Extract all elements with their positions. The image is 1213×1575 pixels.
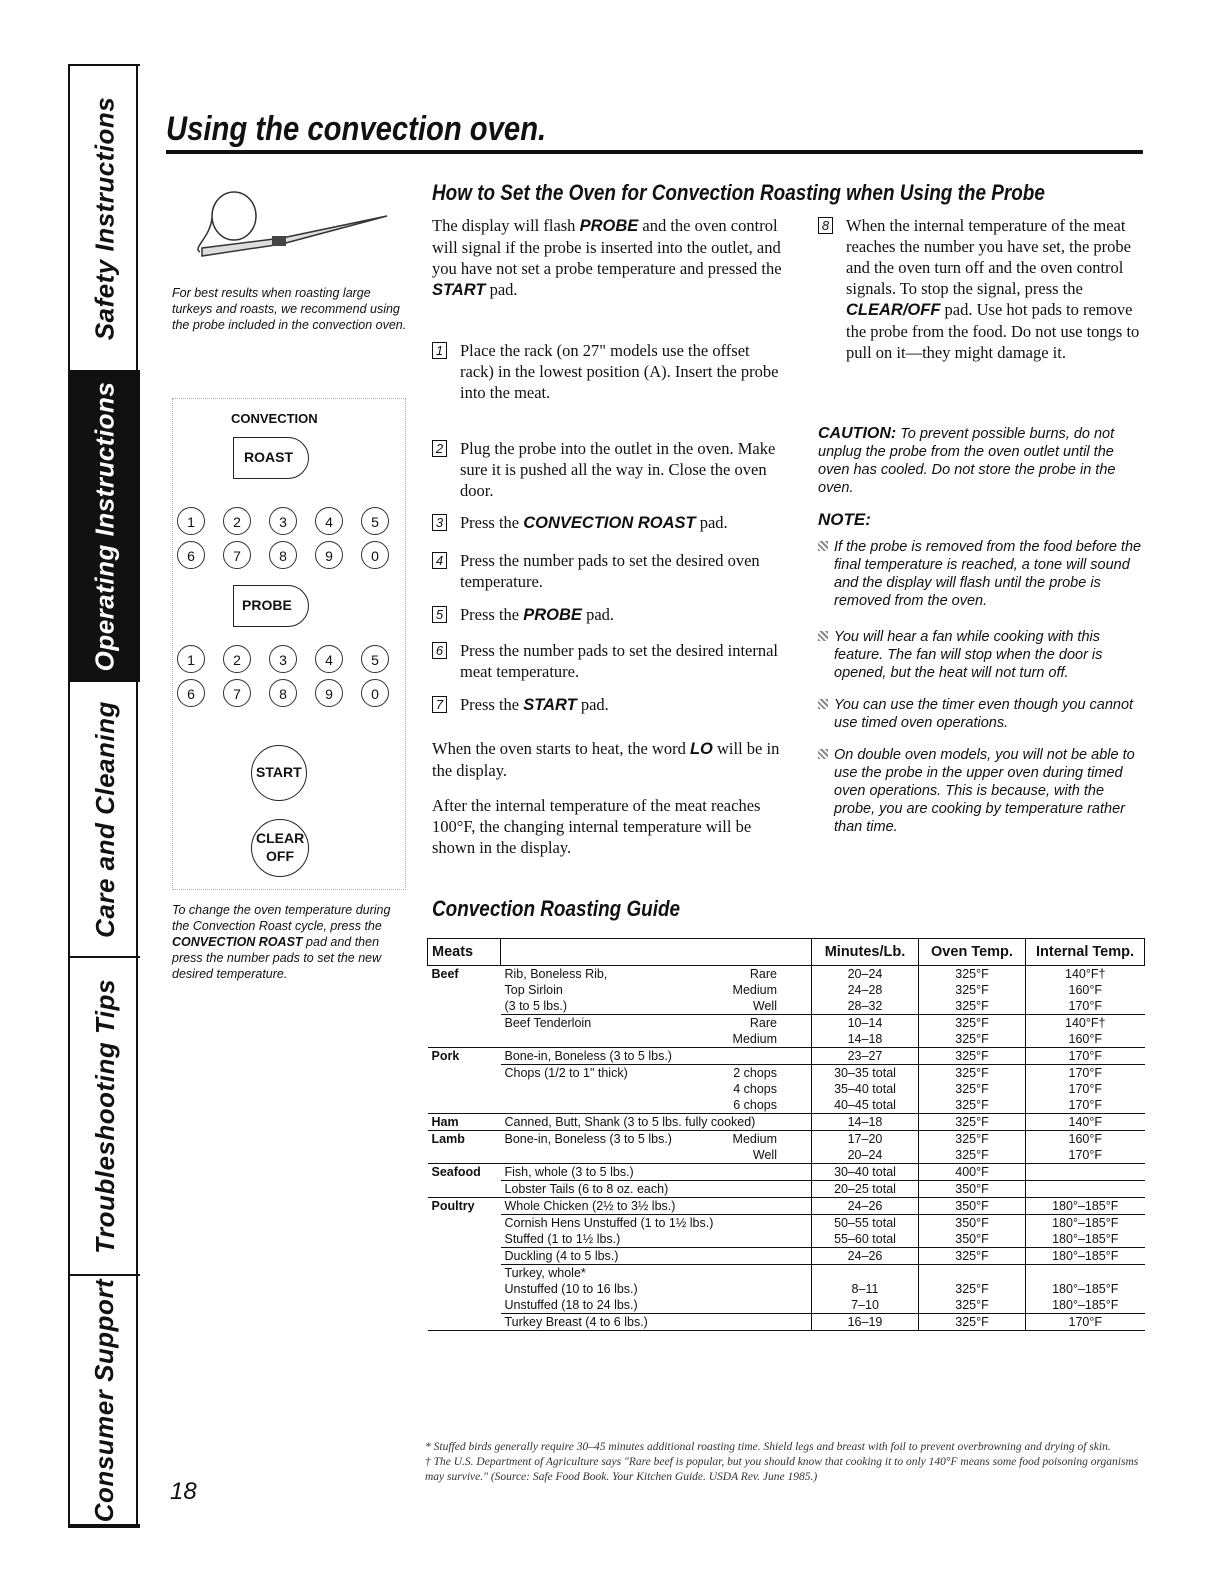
tab-care-and-cleaning[interactable]: Care and Cleaning: [70, 682, 140, 958]
note-item: You can use the timer even though you cannot use timed oven operations.: [818, 696, 1143, 732]
row-doneness: 4 chops: [733, 1082, 777, 1096]
row-doneness: 2 chops: [733, 1066, 777, 1080]
col-internal-temp: Internal Temp.: [1026, 939, 1145, 966]
bullet-icon: [818, 541, 828, 551]
table-row: [428, 1147, 1145, 1164]
cell-internal-temp: 170°F: [1026, 1097, 1145, 1114]
table-row: [428, 1131, 1145, 1148]
cell-oven-temp: 325°F: [919, 982, 1026, 998]
cell-description: [501, 1031, 812, 1048]
cell-internal-temp: 160°F: [1026, 1131, 1145, 1148]
tab-safety-instructions[interactable]: Safety Instructions: [70, 66, 140, 372]
cell-minutes: 30–35 total: [812, 1065, 919, 1082]
cell-internal-temp: 170°F: [1026, 1081, 1145, 1097]
cell-internal-temp: 170°F: [1026, 1048, 1145, 1065]
note-item: You will hear a fan while cooking with this feature. The fan will stop when the door is opened, but the heat will not turn off.: [818, 628, 1143, 682]
cell-internal-temp: 170°F: [1026, 1314, 1145, 1331]
table-row: [428, 1297, 1145, 1314]
cell-internal-temp: 160°F: [1026, 1031, 1145, 1048]
cell-internal-temp: 180°–185°F: [1026, 1297, 1145, 1314]
cell-oven-temp: 325°F: [919, 1297, 1026, 1314]
table-row: [428, 1065, 1145, 1082]
cell-meat: [428, 1097, 501, 1114]
table-row: [428, 1015, 1145, 1032]
table-row: [428, 1114, 1145, 1131]
footnote-stuffed: * Stuffed birds generally require 30–45 minutes additional roasting time. Shield legs and breast with foil to prevent overbrowning and drying of skin.: [425, 1441, 1111, 1453]
sidebar-tabs: [68, 64, 140, 1528]
row-doneness: [777, 1164, 807, 1180]
cell-minutes: 17–20: [812, 1131, 919, 1148]
cell-minutes: 50–55 total: [812, 1215, 919, 1232]
row-description: Rib, Boneless Rib,: [504, 967, 608, 981]
cell-oven-temp: 325°F: [919, 998, 1026, 1015]
row-doneness: [777, 1248, 807, 1264]
page-number: 18: [170, 1478, 197, 1505]
key-9-b[interactable]: 9: [315, 679, 343, 707]
row-doneness: [777, 1048, 807, 1064]
row-description: Lobster Tails (6 to 8 oz. each): [504, 1182, 669, 1196]
probe-icon: [172, 178, 402, 272]
cell-meat: Poultry: [428, 1198, 501, 1215]
row-description: Chops (1/2 to 1" thick): [504, 1066, 628, 1080]
cell-internal-temp: [1026, 1265, 1145, 1282]
cell-description: [501, 1231, 812, 1248]
key-7-b[interactable]: 7: [223, 679, 251, 707]
page-title: Using the convection oven.: [166, 110, 547, 148]
cell-meat: [428, 1147, 501, 1164]
row-description: Cornish Hens Unstuffed (1 to 1½ lbs.): [504, 1216, 714, 1230]
cell-meat: [428, 1065, 501, 1082]
cell-description: [501, 1265, 812, 1282]
table-row: [428, 998, 1145, 1015]
key-5[interactable]: 5: [361, 507, 389, 535]
key-9[interactable]: 9: [315, 541, 343, 569]
cell-oven-temp: 325°F: [919, 1097, 1026, 1114]
table-row: [428, 966, 1145, 983]
cell-minutes: 20–24: [812, 1147, 919, 1164]
lo-text: When the oven starts to heat, the word LO will be in the display.: [432, 739, 780, 780]
key-2[interactable]: 2: [223, 507, 251, 535]
key-6[interactable]: 6: [177, 541, 205, 569]
table-row: [428, 1198, 1145, 1215]
key-0[interactable]: 0: [361, 541, 389, 569]
table-row: [428, 1081, 1145, 1097]
cell-description: [501, 1015, 812, 1032]
cell-meat: [428, 1031, 501, 1048]
cell-minutes: 14–18: [812, 1114, 919, 1131]
cell-description: [501, 982, 812, 998]
cell-minutes: 20–25 total: [812, 1181, 919, 1198]
cell-description: [501, 1314, 812, 1331]
cell-internal-temp: 180°–185°F: [1026, 1198, 1145, 1215]
table-row: [428, 982, 1145, 998]
table-row: [428, 1281, 1145, 1297]
probe-section-heading: How to Set the Oven for Convection Roasting when Using the Probe: [432, 180, 1045, 205]
cell-oven-temp: 350°F: [919, 1215, 1026, 1232]
cell-oven-temp: 325°F: [919, 1281, 1026, 1297]
cell-minutes: 24–26: [812, 1248, 919, 1265]
cell-meat: Lamb: [428, 1131, 501, 1148]
cell-internal-temp: 180°–185°F: [1026, 1215, 1145, 1232]
row-doneness: Medium: [732, 1132, 777, 1146]
key-1[interactable]: 1: [177, 507, 205, 535]
col-minutes-per-lb: Minutes/Lb.: [812, 939, 919, 966]
note-item: On double oven models, you will not be able to use the probe in the upper oven during timed oven operations. This is because, with the probe, you are cooking by temperature rather than time.: [818, 746, 1143, 836]
cell-minutes: 30–40 total: [812, 1164, 919, 1181]
cell-description: [501, 1215, 812, 1232]
after-text: After the internal temperature of the meat reaches 100°F, the changing internal temperature will be shown in the display.: [432, 796, 761, 857]
cell-description: [501, 1147, 812, 1164]
cell-minutes: 23–27: [812, 1048, 919, 1065]
probe-button[interactable]: PROBE: [233, 585, 309, 627]
cell-minutes: 8–11: [812, 1281, 919, 1297]
cell-internal-temp: 170°F: [1026, 998, 1145, 1015]
cell-description: [501, 1114, 812, 1131]
row-description: Bone-in, Boneless (3 to 5 lbs.): [504, 1049, 672, 1063]
start-button[interactable]: START: [251, 745, 307, 801]
table-row: [428, 1031, 1145, 1048]
cell-oven-temp: 325°F: [919, 1248, 1026, 1265]
row-doneness: [777, 1265, 807, 1281]
cell-description: [501, 1181, 812, 1198]
cell-description: [501, 1065, 812, 1082]
cell-oven-temp: 325°F: [919, 1031, 1026, 1048]
cell-internal-temp: 160°F: [1026, 982, 1145, 998]
cell-meat: [428, 982, 501, 998]
cell-internal-temp: 140°F: [1026, 1114, 1145, 1131]
row-description: Beef Tenderloin: [504, 1016, 592, 1030]
cell-description: [501, 998, 812, 1015]
cell-description: [501, 1164, 812, 1181]
row-description: Turkey, whole*: [504, 1266, 586, 1280]
row-description: Bone-in, Boneless (3 to 5 lbs.): [504, 1132, 672, 1146]
key-1-b[interactable]: 1: [177, 645, 205, 673]
cell-description: [501, 1248, 812, 1265]
cell-minutes: 14–18: [812, 1031, 919, 1048]
row-doneness: Medium: [732, 1032, 777, 1046]
row-doneness: Medium: [732, 983, 777, 997]
cell-meat: [428, 1281, 501, 1297]
cell-minutes: 55–60 total: [812, 1231, 919, 1248]
table-row: [428, 1048, 1145, 1065]
cell-internal-temp: 180°–185°F: [1026, 1231, 1145, 1248]
row-doneness: [777, 1181, 807, 1197]
cell-minutes: 20–24: [812, 966, 919, 983]
cell-meat: [428, 1081, 501, 1097]
cell-minutes: 28–32: [812, 998, 919, 1015]
table-row: [428, 1231, 1145, 1248]
row-description: Stuffed (1 to 1½ lbs.): [504, 1232, 621, 1246]
bullet-icon: [818, 631, 828, 641]
row-doneness: [777, 1198, 807, 1214]
tab-troubleshooting-tips[interactable]: Troubleshooting Tips: [70, 958, 140, 1276]
cell-meat: Ham: [428, 1114, 501, 1131]
cell-description: [501, 1081, 812, 1097]
cell-meat: [428, 1314, 501, 1331]
cell-description: [501, 1281, 812, 1297]
cell-minutes: 24–28: [812, 982, 919, 998]
key-0-b[interactable]: 0: [361, 679, 389, 707]
row-doneness: [777, 1231, 807, 1247]
row-description: Unstuffed (10 to 16 lbs.): [504, 1282, 638, 1296]
cell-meat: Pork: [428, 1048, 501, 1065]
row-description: Top Sirloin: [504, 983, 563, 997]
cell-oven-temp: 325°F: [919, 1081, 1026, 1097]
footnote-usda: † The U.S. Department of Agriculture says "Rare beef is popular, but you should know that cooking it to only 140°F means some food poisoning organisms may survive." (Source: Safe Food Book. Your Kitchen Guide. USDA Rev. June 1985.): [425, 1456, 1139, 1483]
key-8-b[interactable]: 8: [269, 679, 297, 707]
cell-description: [501, 1198, 812, 1215]
cell-minutes: 24–26: [812, 1198, 919, 1215]
convection-label: CONVECTION: [231, 411, 318, 426]
cell-minutes: [812, 1265, 919, 1282]
row-description: Turkey Breast (4 to 6 lbs.): [504, 1315, 648, 1329]
cell-minutes: 10–14: [812, 1015, 919, 1032]
cell-meat: [428, 1248, 501, 1265]
cell-meat: [428, 1181, 501, 1198]
tab-operating-instructions[interactable]: Operating Instructions: [70, 372, 140, 682]
cell-internal-temp: 170°F: [1026, 1147, 1145, 1164]
table-header-row: [428, 939, 1145, 966]
row-doneness: Well: [752, 1148, 777, 1162]
col-oven-temp: Oven Temp.: [919, 939, 1026, 966]
row-doneness: 6 chops: [733, 1098, 777, 1112]
cell-meat: [428, 1231, 501, 1248]
cell-meat: [428, 1297, 501, 1314]
cell-oven-temp: 325°F: [919, 1147, 1026, 1164]
row-doneness: [777, 1114, 807, 1130]
row-description: Duckling (4 to 5 lbs.): [504, 1249, 619, 1263]
control-panel-illustration: [172, 398, 406, 890]
cell-oven-temp: 325°F: [919, 966, 1026, 983]
row-description: Canned, Butt, Shank (3 to 5 lbs. fully cooked): [504, 1115, 756, 1129]
cell-description: [501, 1048, 812, 1065]
row-description: Unstuffed (18 to 24 lbs.): [504, 1298, 638, 1312]
probe-intro: The display will flash PROBE and the oven control will signal if the probe is inserted into the outlet, and you have not set a probe temperature and pressed the START pad.: [432, 216, 782, 299]
table-row: [428, 1181, 1145, 1198]
col-meats: Meats: [428, 939, 501, 966]
cell-internal-temp: 140°F†: [1026, 1015, 1145, 1032]
key-8[interactable]: 8: [269, 541, 297, 569]
footnotes: [425, 1440, 1145, 1485]
sidebar-divider: [136, 64, 138, 1524]
cell-internal-temp: 170°F: [1026, 1065, 1145, 1082]
cell-description: [501, 966, 812, 983]
cell-internal-temp: [1026, 1181, 1145, 1198]
cell-meat: Beef: [428, 966, 501, 983]
probe-caption: For best results when roasting large turkeys and roasts, we recommend using the probe included in the convection oven.: [172, 286, 407, 332]
cell-description: [501, 1097, 812, 1114]
cell-minutes: 16–19: [812, 1314, 919, 1331]
row-description: (3 to 5 lbs.): [504, 999, 568, 1013]
tab-consumer-support[interactable]: Consumer Support: [70, 1276, 140, 1526]
cell-meat: [428, 1215, 501, 1232]
cell-oven-temp: 325°F: [919, 1131, 1026, 1148]
cell-oven-temp: 350°F: [919, 1198, 1026, 1215]
cell-oven-temp: 350°F: [919, 1231, 1026, 1248]
cell-meat: [428, 1265, 501, 1282]
roasting-guide-table: [427, 938, 1145, 1331]
row-doneness: Rare: [749, 1016, 777, 1030]
table-row: [428, 1265, 1145, 1282]
table-row: [428, 1248, 1145, 1265]
table-row: [428, 1314, 1145, 1331]
cell-oven-temp: 350°F: [919, 1181, 1026, 1198]
note-label: NOTE:: [818, 510, 871, 529]
bullet-icon: [818, 749, 828, 759]
cell-description: [501, 1297, 812, 1314]
row-description: Whole Chicken (2½ to 3½ lbs.): [504, 1199, 676, 1213]
cell-meat: Seafood: [428, 1164, 501, 1181]
cell-description: [501, 1131, 812, 1148]
key-2-b[interactable]: 2: [223, 645, 251, 673]
cell-oven-temp: 400°F: [919, 1164, 1026, 1181]
cell-meat: [428, 1015, 501, 1032]
key-7[interactable]: 7: [223, 541, 251, 569]
cell-minutes: 40–45 total: [812, 1097, 919, 1114]
cell-oven-temp: 325°F: [919, 1015, 1026, 1032]
table-row: [428, 1215, 1145, 1232]
bullet-icon: [818, 699, 828, 709]
row-doneness: [777, 1281, 807, 1297]
row-doneness: [777, 1215, 807, 1231]
cell-minutes: 35–40 total: [812, 1081, 919, 1097]
row-doneness: Well: [752, 999, 777, 1013]
row-description: Fish, whole (3 to 5 lbs.): [504, 1165, 634, 1179]
note-item: If the probe is removed from the food before the final temperature is reached, a tone will sound and the display will flash until the probe is removed from the oven.: [818, 538, 1143, 610]
cell-minutes: 7–10: [812, 1297, 919, 1314]
key-6-b[interactable]: 6: [177, 679, 205, 707]
cell-internal-temp: 140°F†: [1026, 966, 1145, 983]
row-doneness: [777, 1314, 807, 1330]
cell-oven-temp: 325°F: [919, 1065, 1026, 1082]
table-row: [428, 1164, 1145, 1181]
clear-off-button[interactable]: CLEAR OFF: [251, 819, 309, 877]
key-4[interactable]: 4: [315, 507, 343, 535]
key-3-b[interactable]: 3: [269, 645, 297, 673]
row-doneness: [777, 1297, 807, 1313]
caution-text: CAUTION: To prevent possible burns, do not unplug the probe from the oven outlet until the oven has cooled. Do not store the probe in the oven.: [818, 425, 1116, 496]
cell-oven-temp: [919, 1265, 1026, 1282]
key-3[interactable]: 3: [269, 507, 297, 535]
key-4-b[interactable]: 4: [315, 645, 343, 673]
cell-oven-temp: 325°F: [919, 1048, 1026, 1065]
row-doneness: Rare: [749, 967, 777, 981]
cell-oven-temp: 325°F: [919, 1314, 1026, 1331]
cell-internal-temp: 180°–185°F: [1026, 1281, 1145, 1297]
guide-heading: Convection Roasting Guide: [432, 896, 681, 921]
cell-meat: [428, 998, 501, 1015]
col-description: [501, 939, 812, 966]
cell-internal-temp: 180°–185°F: [1026, 1248, 1145, 1265]
roast-button[interactable]: ROAST: [233, 437, 309, 479]
cell-oven-temp: 325°F: [919, 1114, 1026, 1131]
title-rule: [166, 150, 1143, 154]
key-5-b[interactable]: 5: [361, 645, 389, 673]
probe-illustration: [172, 178, 402, 272]
table-row: [428, 1097, 1145, 1114]
panel-caption: To change the oven temperature during the Convection Roast cycle, press the CONVECTION ROAST pad and then press the number pads to set the new desired temperature.: [172, 903, 391, 981]
cell-internal-temp: [1026, 1164, 1145, 1181]
